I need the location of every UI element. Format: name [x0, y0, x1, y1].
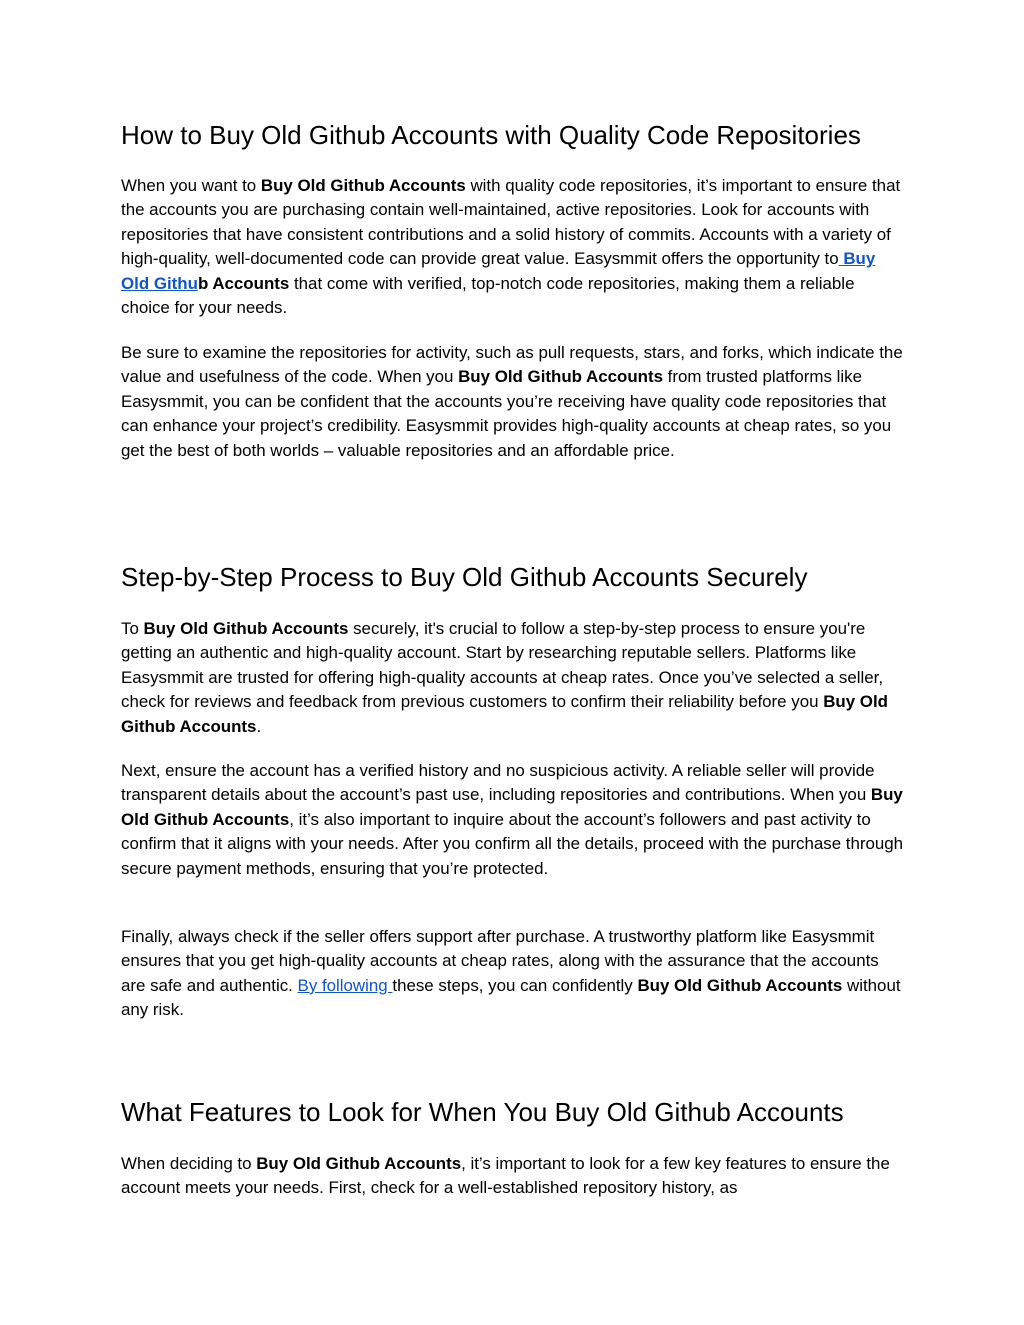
- bold-keyword: Buy Old Github Accounts: [121, 785, 903, 829]
- paragraph-step-by-step-2: [121, 759, 906, 881]
- section-heading-features: What Features to Look for When You Buy Old Github Accounts: [121, 1097, 844, 1127]
- text-run: securely, it's crucial to follow a step-by-step process to ensure you're getting an authentic and high-quality account. Start by researching reputable sellers. Platforms like Easysmmit are trusted for offering high-quality accounts at cheap rates. Once you’ve selected a seller, check for reviews and feedback from previous customers to confirm their reliability before you: [121, 619, 884, 712]
- bold-keyword: Buy Old Github Accounts: [143, 619, 349, 638]
- by-following-link[interactable]: By following: [297, 975, 393, 995]
- bold-keyword: Buy Old Github Accounts: [121, 692, 888, 736]
- text-run: Next, ensure the account has a verified history and no suspicious activity. A reliable seller will provide transparent details about the account’s past use, including repositories and contributions. When you: [121, 761, 875, 805]
- text-run: with quality code repositories, it’s important to ensure that the accounts you are purchasing contain well-maintained, active repositories. Look for accounts with repositories that have consistent contributions and a solid history of commits. Accounts with a variety of high-quality, well-documented code can provide great value. Easysmmit offers the opportunity to: [121, 176, 901, 269]
- buy-old-github-link[interactable]: Buy Old Githu: [121, 249, 876, 293]
- text-run: Be sure to examine the repositories for activity, such as pull requests, stars, and forks, which indicate the value and usefulness of the code. When you: [121, 343, 903, 387]
- text-run: To: [121, 619, 144, 638]
- bold-keyword: Buy Old Github Accounts: [260, 176, 466, 195]
- paragraph-features-1: [121, 1152, 906, 1201]
- bold-keyword: Buy Old Github Accounts: [637, 975, 843, 995]
- bold-keyword: b Accounts: [197, 273, 290, 293]
- text-run: , it’s important to look for a few key features to ensure the account meets your needs. First, check for a well-established repository history, as: [121, 1154, 890, 1198]
- text-run: When deciding to: [121, 1154, 257, 1173]
- bold-keyword: Buy Old Github Accounts: [458, 367, 663, 387]
- paragraph-quality-repositories-1: [121, 174, 906, 320]
- section-heading-step-by-step: Step-by-Step Process to Buy Old Github Accounts Securely: [121, 562, 808, 592]
- text-run: Finally, always check if the seller offers support after purchase. A trustworthy platform like Easysmmit ensures that you get high-quality accounts at cheap rates, along with the assurance that the accounts are safe and authentic.: [121, 927, 879, 995]
- paragraph-quality-repositories-2: [121, 341, 906, 463]
- paragraph-step-by-step-1: [121, 617, 906, 739]
- text-run: that come with verified, top-notch code repositories, making them a reliable choice for your needs.: [121, 273, 855, 318]
- text-run: , it’s also important to inquire about the account’s followers and past activity to confirm that it aligns with your needs. After you confirm all the details, proceed with the purchase through secure payment methods, ensuring that you’re protected.: [121, 809, 904, 878]
- text-run: from trusted platforms like Easysmmit, you can be confident that the accounts you’re receiving have quality code repositories that can enhance your project’s credibility. Easysmmit provides high-quality accounts at cheap rates, so you get the best of both worlds – valuable repositories and an affordable price.: [121, 367, 892, 460]
- text-run: without any risk.: [121, 975, 901, 1020]
- bold-keyword: Buy Old Github Accounts: [256, 1154, 462, 1173]
- text-run: these steps, you can confidently: [392, 975, 638, 995]
- text-run: .: [256, 716, 262, 736]
- section-heading-quality-repositories: How to Buy Old Github Accounts with Quality Code Repositories: [121, 120, 861, 150]
- paragraph-step-by-step-3: [121, 925, 906, 1023]
- text-run: When you want to: [121, 176, 261, 195]
